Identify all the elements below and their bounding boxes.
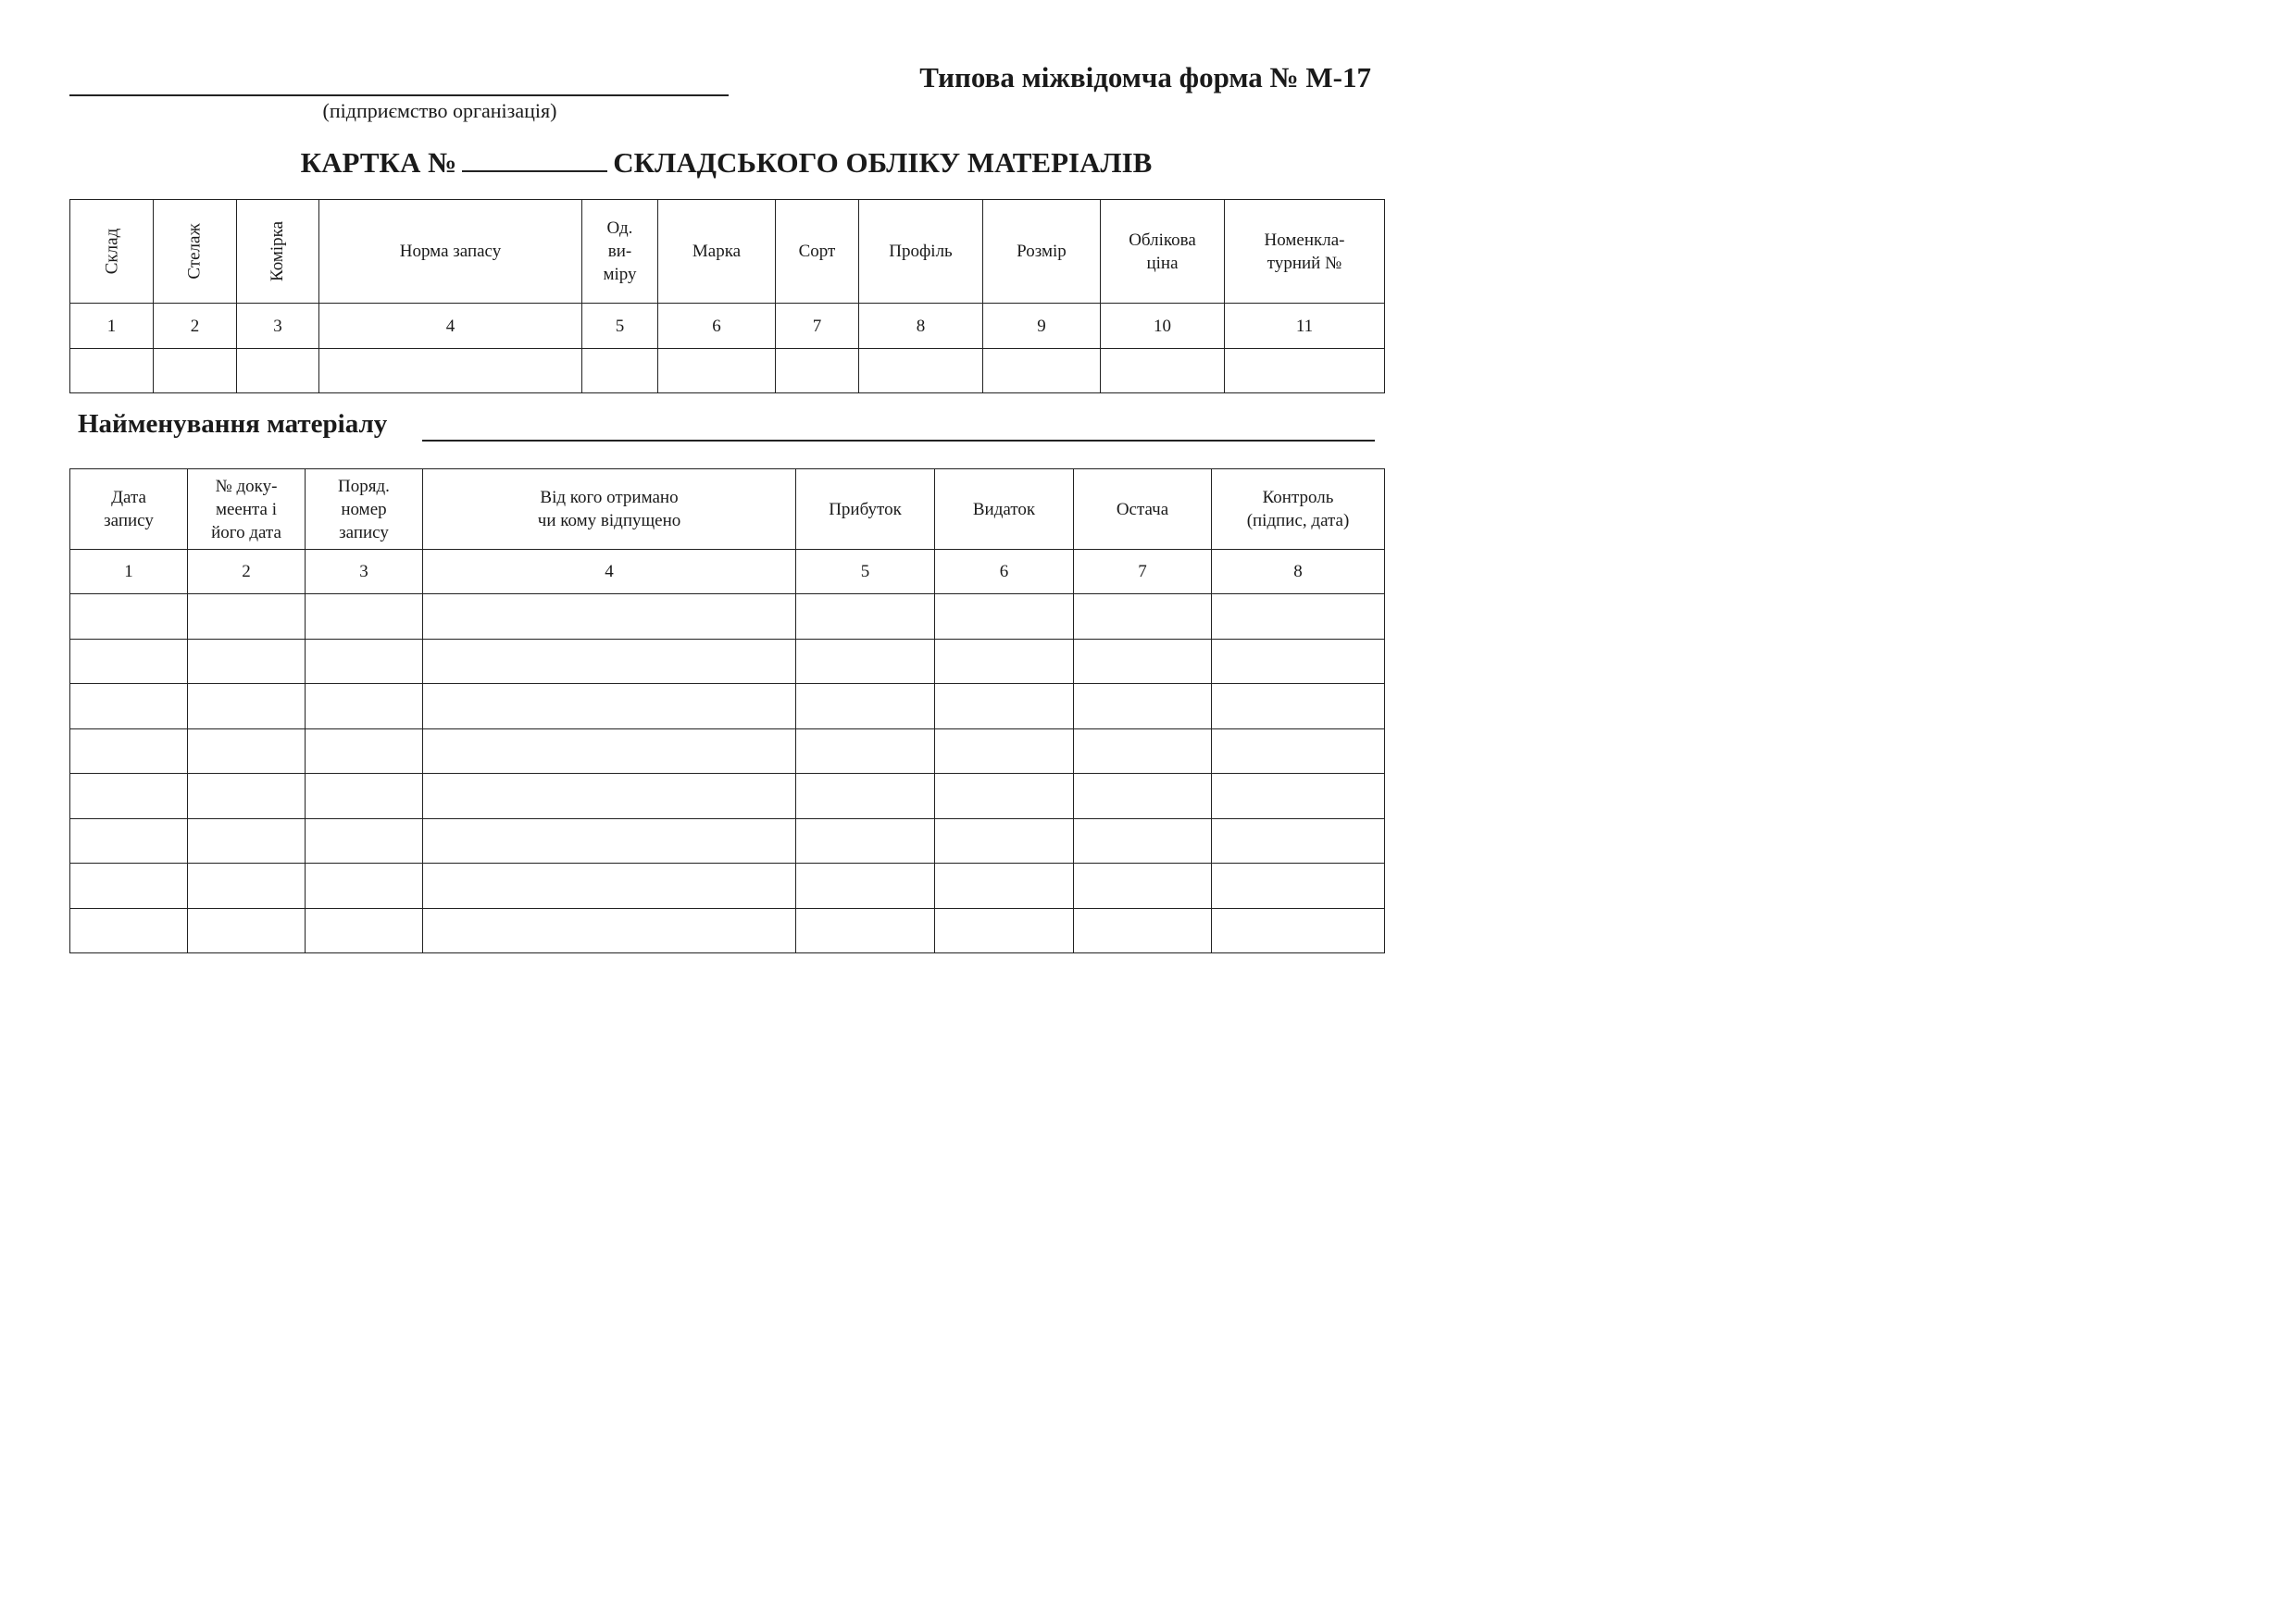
entry-cell[interactable] (70, 639, 188, 684)
entry-cell[interactable] (1074, 684, 1212, 729)
header-entry-date-text: Дата запису (104, 488, 154, 530)
entry-cell[interactable] (188, 639, 306, 684)
table2-number-row (70, 550, 1385, 594)
entry-cell[interactable] (306, 728, 423, 774)
header-document-text: № доку- меента і його дата (211, 476, 281, 542)
entry-cell[interactable] (70, 684, 188, 729)
column-number: 4 (423, 550, 796, 594)
movement-entry-rows (70, 594, 1385, 953)
entry-cell[interactable] (423, 908, 796, 953)
header-income-text: Прибуток (829, 499, 902, 519)
entry-cell[interactable] (1225, 349, 1385, 393)
entry-cell[interactable] (1074, 908, 1212, 953)
entry-cell[interactable] (188, 728, 306, 774)
movement-table (69, 468, 1385, 953)
entry-cell[interactable] (423, 774, 796, 819)
entry-cell[interactable] (188, 864, 306, 909)
column-number: 11 (1225, 304, 1385, 349)
entry-cell[interactable] (306, 774, 423, 819)
organization-line (69, 94, 729, 96)
card-title (0, 146, 1453, 180)
column-number: 7 (1074, 550, 1212, 594)
organization-caption: (підприємство організація) (322, 99, 557, 122)
entry-cell[interactable] (983, 349, 1101, 393)
header-sequence-text: Поряд. номер запису (338, 476, 390, 542)
entry-cell[interactable] (1074, 774, 1212, 819)
table1-number-row (70, 304, 1385, 349)
header-entry-date (70, 469, 188, 550)
movement-entry-row (70, 774, 1385, 819)
entry-cell[interactable] (306, 594, 423, 640)
column-number: 8 (859, 304, 983, 349)
entry-cell[interactable] (306, 864, 423, 909)
column-number: 5 (796, 550, 935, 594)
column-number: 3 (237, 304, 319, 349)
entry-cell[interactable] (1212, 908, 1385, 953)
entry-cell[interactable] (935, 864, 1074, 909)
header-cell: Комірка (268, 220, 288, 282)
card-title-prefix: КАРТКА № (300, 146, 457, 179)
header-grade: Сорт (776, 200, 859, 304)
entry-cell[interactable] (582, 349, 658, 393)
entry-cell[interactable] (188, 594, 306, 640)
entry-cell[interactable] (658, 349, 776, 393)
entry-cell[interactable] (237, 349, 319, 393)
entry-cell[interactable] (70, 864, 188, 909)
entry-cell[interactable] (935, 594, 1074, 640)
material-name-field[interactable] (422, 440, 1375, 442)
entry-cell[interactable] (70, 774, 188, 819)
form-type-label: Типова міжвідомча форма № М-17 (919, 61, 1371, 93)
entry-cell[interactable] (306, 639, 423, 684)
entry-cell[interactable] (1212, 818, 1385, 864)
storage-info-table (69, 199, 1385, 393)
column-number: 1 (70, 550, 188, 594)
column-number: 7 (776, 304, 859, 349)
entry-cell[interactable] (188, 908, 306, 953)
header-expense-text: Видаток (972, 499, 1036, 519)
entry-cell[interactable] (796, 818, 935, 864)
header-brand: Марка (658, 200, 776, 304)
movement-entry-row (70, 728, 1385, 774)
entry-cell[interactable] (1074, 594, 1212, 640)
header-income (796, 469, 935, 550)
entry-cell[interactable] (776, 349, 859, 393)
entry-cell[interactable] (423, 684, 796, 729)
header-price: Облікова ціна (1101, 200, 1225, 304)
entry-cell[interactable] (935, 908, 1074, 953)
header-rack: Стелаж (184, 223, 205, 280)
entry-cell[interactable] (796, 728, 935, 774)
entry-cell[interactable] (1212, 639, 1385, 684)
entry-cell[interactable] (1212, 594, 1385, 640)
header-balance (1074, 469, 1212, 550)
column-number: 10 (1101, 304, 1225, 349)
entry-cell[interactable] (70, 818, 188, 864)
entry-cell[interactable] (1074, 639, 1212, 684)
entry-cell[interactable] (1212, 864, 1385, 909)
entry-cell[interactable] (188, 818, 306, 864)
column-number: 8 (1212, 550, 1385, 594)
entry-cell[interactable] (70, 728, 188, 774)
entry-cell[interactable] (796, 639, 935, 684)
column-number: 4 (319, 304, 582, 349)
column-number: 5 (582, 304, 658, 349)
entry-cell[interactable] (1212, 774, 1385, 819)
header-control (1212, 469, 1385, 550)
header-expense (935, 469, 1074, 550)
entry-cell[interactable] (935, 639, 1074, 684)
column-number: 1 (70, 304, 154, 349)
column-number: 2 (154, 304, 237, 349)
header-stock-norm: Норма запасу (319, 200, 582, 304)
entry-cell[interactable] (423, 639, 796, 684)
entry-cell[interactable] (423, 864, 796, 909)
entry-cell[interactable] (796, 864, 935, 909)
header-counterparty-text: Від кого отримано чи кому відпущено (537, 488, 681, 530)
header-counterparty (423, 469, 796, 550)
entry-cell[interactable] (154, 349, 237, 393)
header-control-text: Контроль (підпис, дата) (1246, 488, 1350, 530)
column-number: 2 (188, 550, 306, 594)
entry-cell[interactable] (1074, 864, 1212, 909)
entry-cell[interactable] (423, 594, 796, 640)
column-number: 6 (935, 550, 1074, 594)
entry-cell[interactable] (70, 908, 188, 953)
table2-header-row (70, 469, 1385, 550)
entry-cell[interactable] (70, 349, 154, 393)
entry-cell[interactable] (1212, 684, 1385, 729)
entry-cell[interactable] (1074, 818, 1212, 864)
movement-entry-row (70, 908, 1385, 953)
entry-cell[interactable] (935, 818, 1074, 864)
movement-entry-row (70, 639, 1385, 684)
header-cell-warehouse (70, 200, 154, 304)
movement-entry-row (70, 684, 1385, 729)
header-sequence (306, 469, 423, 550)
entry-cell[interactable] (1101, 349, 1225, 393)
entry-cell[interactable] (423, 818, 796, 864)
header-cell-rack (154, 200, 237, 304)
entry-cell[interactable] (306, 818, 423, 864)
header-size: Розмір (983, 200, 1101, 304)
entry-cell[interactable] (423, 728, 796, 774)
entry-cell[interactable] (306, 684, 423, 729)
entry-cell[interactable] (796, 684, 935, 729)
header-unit: Од. ви- міру (582, 200, 658, 304)
entry-cell[interactable] (796, 774, 935, 819)
entry-cell[interactable] (796, 908, 935, 953)
entry-cell[interactable] (935, 684, 1074, 729)
entry-cell[interactable] (306, 908, 423, 953)
entry-cell[interactable] (188, 684, 306, 729)
column-number: 9 (983, 304, 1101, 349)
entry-cell[interactable] (319, 349, 582, 393)
column-number: 6 (658, 304, 776, 349)
table1-header-row (70, 200, 1385, 304)
entry-cell[interactable] (70, 594, 188, 640)
entry-cell[interactable] (188, 774, 306, 819)
material-name-label: Найменування матеріалу (78, 409, 388, 439)
card-title-suffix: СКЛАДСЬКОГО ОБЛІКУ МАТЕРІАЛІВ (613, 146, 1153, 179)
entry-cell[interactable] (796, 594, 935, 640)
movement-entry-row (70, 594, 1385, 640)
header-cell-cell (237, 200, 319, 304)
table1-entry-row (70, 349, 1385, 393)
movement-entry-row (70, 818, 1385, 864)
entry-cell[interactable] (859, 349, 983, 393)
column-number: 3 (306, 550, 423, 594)
card-number-field[interactable] (462, 146, 607, 172)
header-document (188, 469, 306, 550)
entry-cell[interactable] (935, 774, 1074, 819)
movement-entry-row (70, 864, 1385, 909)
entry-cell[interactable] (935, 728, 1074, 774)
header-warehouse: Склад (102, 228, 121, 275)
header-profile: Профіль (859, 200, 983, 304)
header-balance-text: Остача (1116, 499, 1169, 519)
header-nomenclature: Номенкла- турний № (1225, 200, 1385, 304)
entry-cell[interactable] (1074, 728, 1212, 774)
entry-cell[interactable] (1212, 728, 1385, 774)
